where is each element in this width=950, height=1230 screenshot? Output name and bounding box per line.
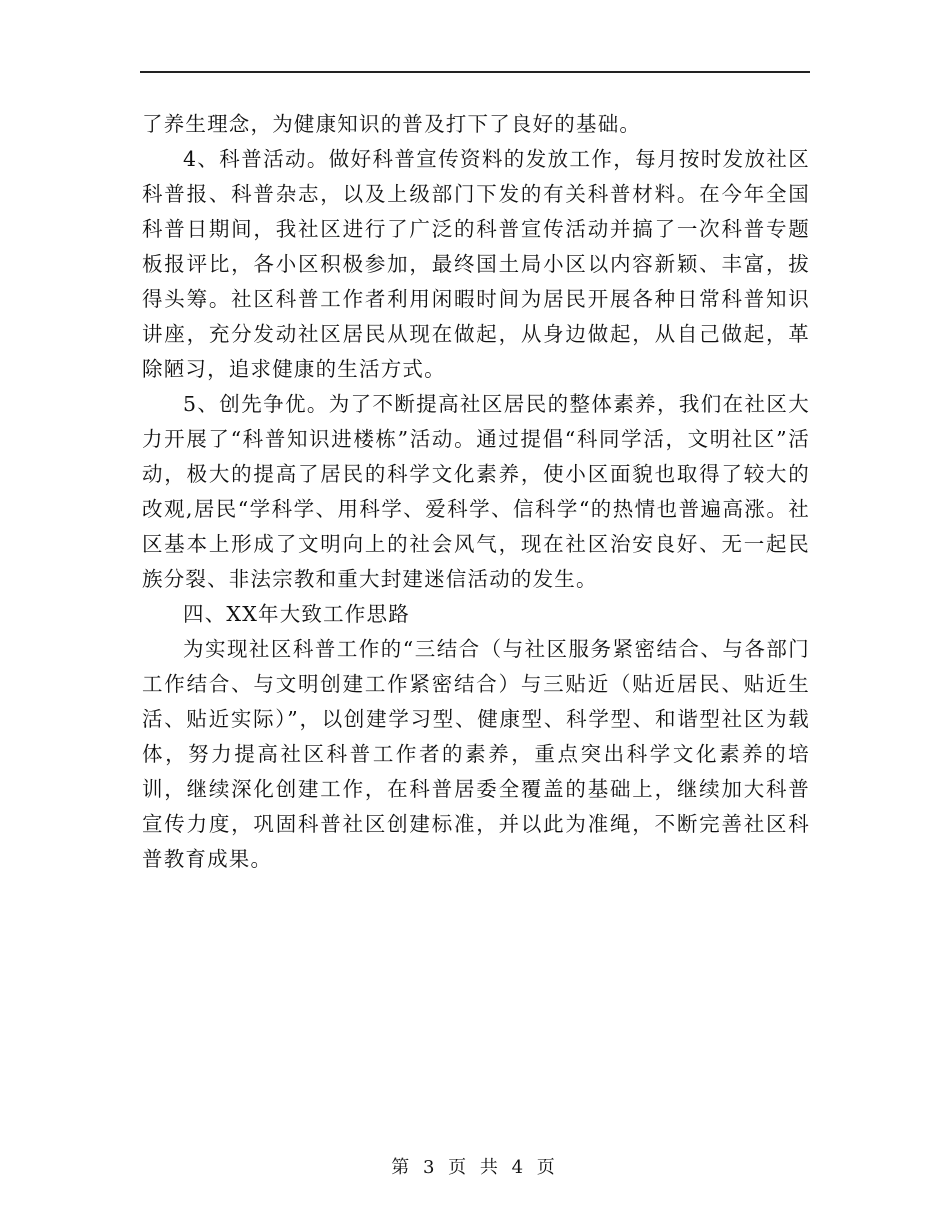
section-heading-work-plan: 四、XX年大致工作思路: [183, 602, 410, 626]
page-number: 第 3 页 共 4 页: [391, 1157, 559, 1178]
header-rule: [140, 71, 810, 73]
paragraph-continuation: 了养生理念，为健康知识的普及打下了良好的基础。: [142, 112, 642, 136]
document-body: [142, 107, 810, 877]
paragraph-work-plan: 为实现社区科普工作的“三结合（与社区服务紧密结合、与各部门工作结合、与文明创建工作紧密结合）与三贴近（贴近居民、贴近生活、贴近实际）”，以创建学习型、健康型、科学型、和谐型社区为载体，努力提高社区科普工作者的素养，重点突出科学文化素养的培训，继续深化创建工作，在科普居委全覆盖的基础上，继续加大科普宣传力度，巩固科普社区创建标准，并以此为准绳，不断完善社区科普教育成果。: [142, 637, 810, 871]
paragraph-science-activities: 4、科普活动。做好科普宣传资料的发放工作，每月按时发放社区科普报、科普杂志，以及上级部门下发的有关科普材料。在今年全国科普日期间，我社区进行了广泛的科普宣传活动并搞了一次科普专题板报评比，各小区积极参加，最终国土局小区以内容新颖、丰富，拔得头筹。社区科普工作者利用闲暇时间为居民开展各种日常科普知识讲座，充分发动社区居民从现在做起，从身边做起，从自己做起，革除陋习，追求健康的生活方式。: [142, 147, 810, 381]
paragraph-excellence: 5、创先争优。为了不断提高社区居民的整体素养，我们在社区大力开展了“科普知识进楼栋”活动。通过提倡“科同学活，文明社区”活动，极大的提高了居民的科学文化素养，使小区面貌也取得了较大的改观,居民“学科学、用科学、爱科学、信科学“的热情也普遍高涨。社区基本上形成了文明向上的社会风气，现在社区治安良好、无一起民族分裂、非法宗教和重大封建迷信活动的发生。: [142, 392, 810, 591]
